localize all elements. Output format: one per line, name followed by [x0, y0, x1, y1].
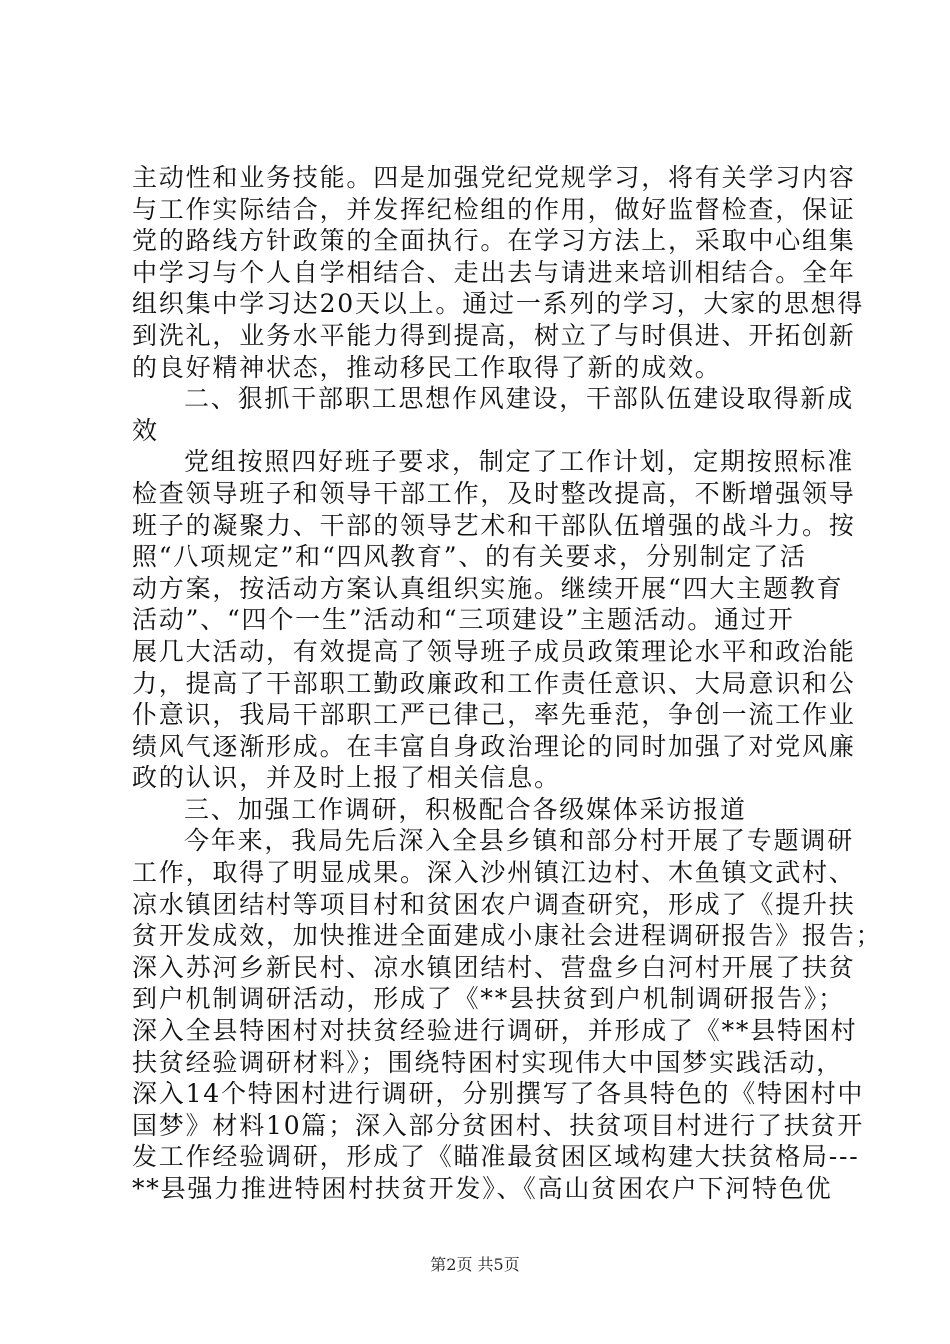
- text-line: 发工作经验调研，形成了《瞄准最贫困区域构建大扶贫格局---: [132, 1142, 860, 1172]
- text-line: 凉水镇团结村等项目村和贫困农户调查研究，形成了《提升扶: [132, 889, 856, 919]
- page-number-footer: 第2页 共5页: [430, 1255, 520, 1274]
- text-line: 主动性和业务技能。四是加强党纪党规学习，将有关学习内容: [132, 163, 856, 192]
- text-line: 与工作实际结合，并发挥纪检组的作用，做好监督检查，保证: [132, 194, 856, 224]
- text-line: 党组按照四好班子要求，制定了工作计划，定期按照标准: [184, 447, 855, 477]
- text-line: 深入全县特困村对扶贫经验进行调研，并形成了《**县特困村: [132, 1016, 858, 1046]
- text-line: 组织集中学习达20天以上。通过一系列的学习，大家的思想得: [132, 289, 865, 319]
- text-line: 到洗礼，业务水平能力得到提高，树立了与时俱进、开拓创新: [132, 320, 856, 350]
- text-line: **县强力推进特困村扶贫开发》、《高山贫困农户下河特色优: [132, 1174, 833, 1203]
- text-line: 扶贫经验调研材料》；围绕特困村实现伟大中国梦实践活动，: [132, 1047, 844, 1077]
- text-line: 政的认识，并及时上报了相关信息。: [132, 763, 561, 793]
- text-line: 深入苏河乡新民村、凉水镇团结村、营盘乡白河村开展了扶贫: [132, 952, 856, 982]
- text-line: 到户机制调研活动，形成了《**县扶贫到户机制调研报告》；: [132, 984, 845, 1014]
- text-line: 国梦》材料10篇；深入部分贫困村、扶贫项目村进行了扶贫开: [132, 1110, 865, 1140]
- text-line: 效: [132, 415, 159, 445]
- text-line: 贫开发成效，加快推进全面建成小康社会进程调研报告》报告；: [132, 921, 883, 951]
- document-body: [132, 162, 883, 1205]
- text-line: 深入14个特困村进行调研，分别撰写了各具特色的《特困村中: [132, 1079, 865, 1109]
- text-line: 照“八项规定”和“四风教育”、的有关要求，分别制定了活: [132, 542, 807, 572]
- text-line: 工作，取得了明显成果。深入沙州镇江边村、木鱼镇文武村、: [132, 858, 856, 888]
- text-line: 动方案，按活动方案认真组织实施。继续开展“四大主题教育: [132, 573, 844, 603]
- text-line: 三、加强工作调研，积极配合各级媒体采访报道: [184, 794, 747, 824]
- text-line: 活动”、“四个一生”活动和“三项建设”主题活动。通过开: [132, 605, 795, 635]
- text-line: 的良好精神状态，推动移民工作取得了新的成效。: [132, 352, 722, 382]
- text-line: 二、狠抓干部职工思想作风建设，干部队伍建设取得新成: [184, 384, 855, 414]
- text-line: 仆意识，我局干部职工严已律己，率先垂范，争创一流工作业: [132, 700, 856, 730]
- text-line: 绩风气逐渐形成。在丰富自身政治理论的同时加强了对党风廉: [132, 731, 856, 761]
- text-line: 班子的凝聚力、干部的领导艺术和干部队伍增强的战斗力。按: [132, 510, 856, 540]
- text-line: 检查领导班子和领导干部工作，及时整改提高，不断增强领导: [132, 478, 856, 508]
- text-line: 力，提高了干部职工勤政廉政和工作责任意识、大局意识和公: [132, 668, 856, 698]
- text-line: 中学习与个人自学相结合、走出去与请进来培训相结合。全年: [132, 257, 856, 287]
- text-line: 展几大活动，有效提高了领导班子成员政策理论水平和政治能: [132, 636, 856, 666]
- text-line: 党的路线方针政策的全面执行。在学习方法上，采取中心组集: [132, 226, 856, 256]
- text-line: 今年来，我局先后深入全县乡镇和部分村开展了专题调研: [184, 826, 855, 856]
